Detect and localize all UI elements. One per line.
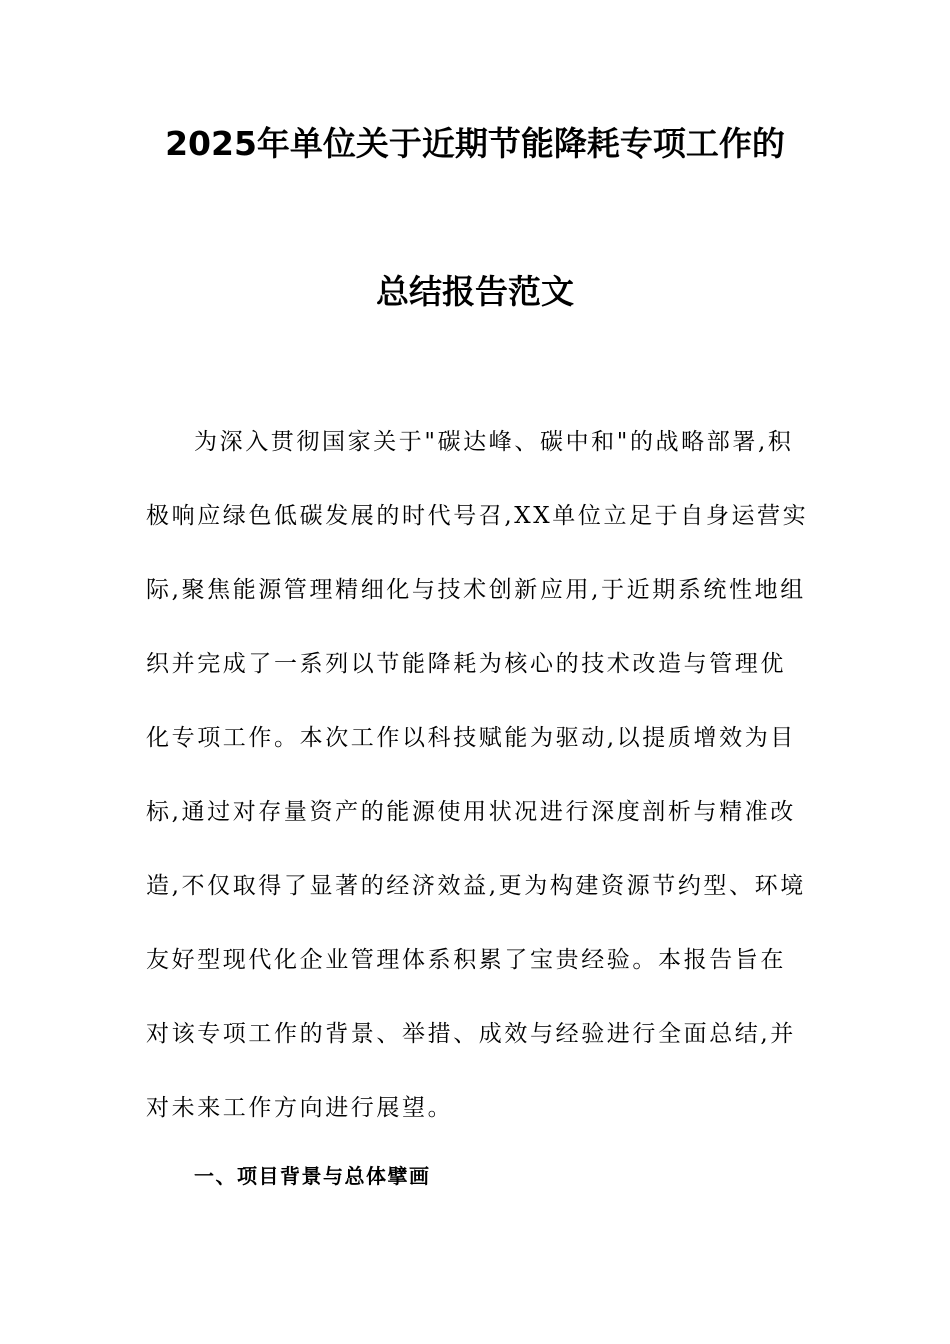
paragraph-line: 标,通过对存量资产的能源使用状况进行深度剖析与精准改 [146, 799, 796, 825]
paragraph-line: 为深入贯彻国家关于"碳达峰、碳中和"的战略部署,积 [194, 429, 794, 455]
paragraph-line: 对该专项工作的背景、举措、成效与经验进行全面总结,并 [146, 1021, 796, 1047]
paragraph-line: 极响应绿色低碳发展的时代号召,XX单位立足于自身运营实 [146, 503, 809, 529]
paragraph-line: 对未来工作方向进行展望。 [146, 1095, 454, 1121]
paragraph-line: 友好型现代化企业管理体系积累了宝贵经验。本报告旨在 [146, 947, 786, 973]
paragraph-line: 造,不仅取得了显著的经济效益,更为构建资源节约型、环境 [146, 873, 806, 899]
paragraph-line: 织并完成了一系列以节能降耗为核心的技术改造与管理优 [146, 651, 786, 677]
paragraph-line: 际,聚焦能源管理精细化与技术创新应用,于近期系统性地组 [146, 577, 806, 603]
document-title-line-2: 总结报告范文 [376, 272, 574, 311]
section-heading: 一、项目背景与总体擘画 [194, 1164, 431, 1188]
paragraph-line: 化专项工作。本次工作以科技赋能为驱动,以提质增效为目 [146, 725, 796, 751]
document-title-line-1: 2025年单位关于近期节能降耗专项工作的 [165, 124, 785, 163]
